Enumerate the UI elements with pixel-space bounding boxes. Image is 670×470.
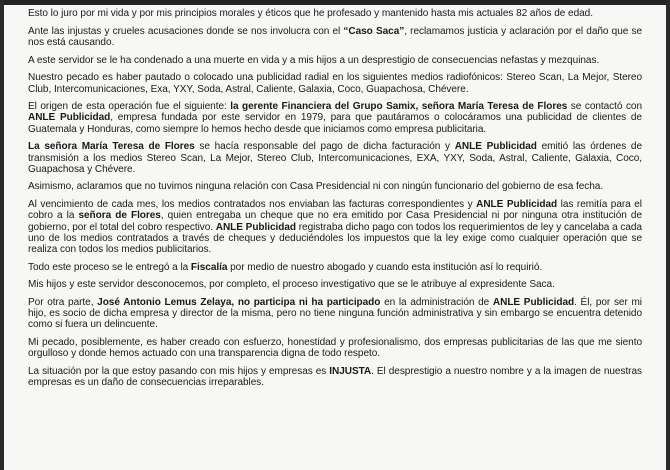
bold-text: ANLE Publicidad [215,221,296,233]
text-run: se hacía responsable del pago de dicha facturación y [194,141,455,153]
paragraph-11 [28,297,642,331]
text-run: . Él, por ser mi hijo, es socio de dicha empresa y director de la misma, pero no tiene ninguna función administrativa y sin embargo se encuentra detenido como si fuera un delincuente. [28,297,642,331]
bold-text: la gerente Financiera del Grupo Samix, señora María Teresa de Flores [230,101,568,113]
paragraph-13 [28,366,642,388]
paragraph-10 [28,279,642,290]
right-border [666,0,670,470]
text-run: registraba dicho pago con todos los requerimientos de ley y cancelaba a cada uno de los medios contratados a través de cheques y deduciéndoles los impuestos que la ley exige como cualquier operación que se realiza con todos los medios publicitarios. [28,221,642,255]
text-run: se contactó con [567,101,642,113]
paragraph-8 [28,199,642,255]
text-run: las remitía para el cobro a la [28,199,642,222]
paragraph-4 [28,72,642,94]
bold-text: señora de Flores [78,210,161,222]
text-run: . El desprestigio a nuestro nombre y a la imagen de nuestras empresas es un daño de consecuencias irreparables. [28,366,642,389]
text-run: por medio de nuestro abogado y cuando esta institución así lo requirió. [227,261,543,273]
bold-text: ANLE Publicidad [28,112,111,124]
text-run: A este servidor se le ha condenado a una muerte en vida y a mis hijos a un desprestigio de consecuencias nefastas y mezquinas. [28,54,600,66]
text-run: Asimismo, aclaramos que no tuvimos ninguna relación con Casa Presidencial ni con ningún funcionario del gobierno de esa fecha. [28,181,604,193]
text-run: Nuestro pecado es haber pautado o colocado una publicidad radial en los siguientes medios radiofónicos: Stereo Scan, La Mejor, Stereo Club, Intercomunicaciones, Exa, YXY, Soda, Astral, Caliente, Galaxia, Coco, Guapachosa, Chévere. [28,72,642,95]
text-run: Mi pecado, posiblemente, es haber creado con esfuerzo, honestidad y profesionalismo, dos empresas publicitarias de las que me siento orgulloso y donde hemos actuado con una transparencia digna de todo respeto. [28,337,642,360]
text-run: en la administración de [380,297,493,309]
text-run: emitió las órdenes de transmisión a los medios Stereo Scan, La Mejor, Stereo Club, Intercomunicaciones, EXA, YXY, Soda, Astral, Caliente, Galaxia, Coco, Guapachosa y Chévere. [28,141,642,175]
bold-text: INJUSTA [329,366,372,378]
paragraph-5 [28,101,642,135]
text-run: , empresa fundada por este servidor en 1979, para que pautáramos o colocáramos una publicidad de clientes de Guatemala y Honduras, como siempre lo hemos hecho desde que iniciamos como empresa publicitaria. [28,112,642,135]
bold-text: José Antonio Lemus Zelaya, no participa ni ha participado [97,297,381,309]
left-border [0,0,4,470]
text-run: Esto lo juro por mi vida y por mis principios morales y éticos que he profesado y mantenido hasta mis actuales 82 años de edad. [28,8,593,19]
text-run: La situación por la que estoy pasando con mis hijos y empresas es [28,366,330,378]
paragraph-6 [28,141,642,175]
text-run: Al vencimiento de cada mes, los medios contratados nos enviaban las facturas correspondientes y [28,199,477,211]
bold-text: “Caso Saca” [343,25,405,37]
bold-text: La señora María Teresa de Flores [28,141,195,153]
text-run: Por otra parte, [28,297,98,309]
text-run: Ante las injustas y crueles acusaciones donde se nos involucra con el [28,25,344,37]
text-run: El origen de esta operación fue el siguiente: [28,101,231,113]
paragraph-9 [28,262,642,273]
paragraph-3 [28,55,642,66]
bold-text: Fiscalía [190,261,228,273]
bold-text: ANLE Publicidad [476,199,558,211]
bold-text: ANLE Publicidad [454,141,537,153]
text-run: , quien entregaba un cheque que no era emitido por Casa Presidencial ni por ninguna otra institución de gobierno, por el total del cobro respectivo. [28,210,642,233]
bold-text: ANLE Publicidad [492,297,575,309]
paragraph-2 [28,26,642,48]
text-run: Mis hijos y este servidor desconocemos, por completo, el proceso investigativo que se le atribuye al expresidente Saca. [28,279,555,291]
document-body [14,5,656,388]
paragraph-12 [28,337,642,359]
paragraph-7 [28,181,642,192]
text-run: , reclamamos justicia y aclaración por el daño que se nos está causando. [28,25,642,48]
paragraph-1 [28,8,642,19]
text-run: Todo este proceso se le entregó a la [28,261,191,273]
